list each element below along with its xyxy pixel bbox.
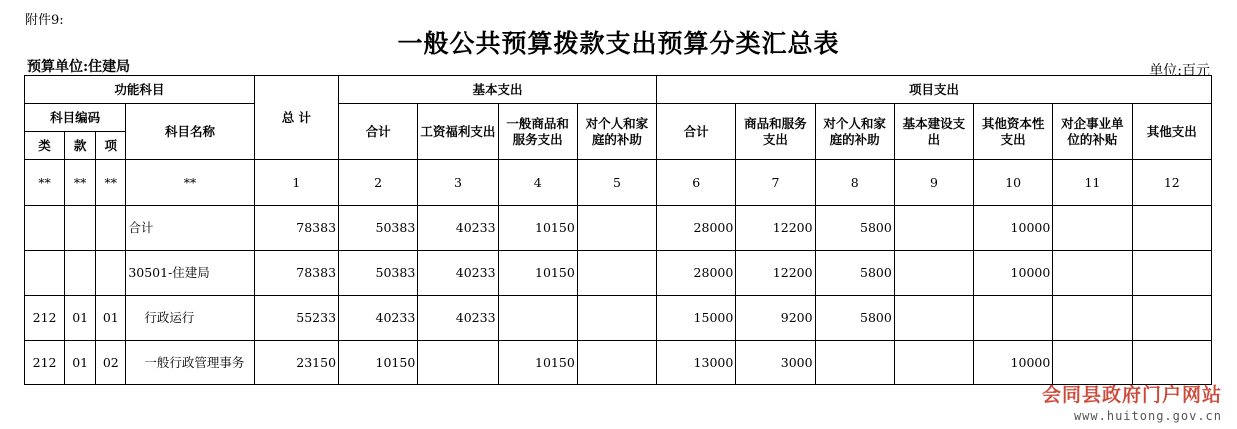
value-cell: 10000 bbox=[974, 341, 1053, 385]
index-cell: 7 bbox=[736, 160, 815, 206]
value-cell bbox=[1053, 296, 1132, 341]
value-cell bbox=[894, 206, 973, 251]
value-cell: 12200 bbox=[736, 206, 815, 251]
value-cell bbox=[498, 296, 577, 341]
kuan-cell: 01 bbox=[65, 296, 96, 341]
basic-wage-header: 工资福利支出 bbox=[418, 104, 498, 160]
value-cell: 10150 bbox=[498, 206, 577, 251]
subject-name-cell: 行政运行 bbox=[126, 296, 254, 341]
site-watermark bbox=[1042, 380, 1222, 423]
subject-code-header: 科目编码 bbox=[25, 104, 126, 132]
subject-name-cell: 合计 bbox=[126, 206, 254, 251]
value-cell: 5800 bbox=[815, 296, 894, 341]
index-cell: 8 bbox=[815, 160, 894, 206]
index-cell: 2 bbox=[339, 160, 418, 206]
value-cell bbox=[1132, 296, 1211, 341]
value-cell: 5800 bbox=[815, 251, 894, 296]
value-cell: 23150 bbox=[254, 341, 338, 385]
basic-goods-header: 一般商品和服务支出 bbox=[498, 104, 577, 160]
xiang-cell bbox=[96, 206, 126, 251]
subject-name-cell: 30501-住建局 bbox=[126, 251, 254, 296]
value-cell bbox=[577, 341, 656, 385]
kuan-cell: 01 bbox=[65, 341, 96, 385]
subject-name-cell: 一般行政管理事务 bbox=[126, 341, 254, 385]
value-cell: 12200 bbox=[736, 251, 815, 296]
kuan-header: 款 bbox=[65, 132, 96, 160]
index-cell: 1 bbox=[254, 160, 338, 206]
project-capital-header: 其他资本性支出 bbox=[974, 104, 1053, 160]
attachment-label: 附件9: bbox=[25, 13, 64, 28]
budget-table bbox=[24, 75, 1212, 385]
lei-cell: 212 bbox=[25, 296, 65, 341]
value-cell: 40233 bbox=[418, 296, 498, 341]
project-other-header: 其他支出 bbox=[1132, 104, 1211, 160]
header-row-1 bbox=[25, 76, 1212, 104]
index-cell: ** bbox=[126, 160, 254, 206]
index-cell: ** bbox=[25, 160, 65, 206]
value-cell bbox=[1053, 341, 1132, 385]
watermark-url: www.huitong.gov.cn bbox=[1073, 409, 1222, 423]
value-cell: 10000 bbox=[974, 251, 1053, 296]
index-cell: ** bbox=[65, 160, 96, 206]
value-cell bbox=[1132, 206, 1211, 251]
value-cell: 78383 bbox=[254, 251, 338, 296]
function-subject-header: 功能科目 bbox=[25, 76, 255, 104]
table-row bbox=[25, 206, 1212, 251]
xiang-cell: 01 bbox=[96, 296, 126, 341]
index-cell: 9 bbox=[894, 160, 973, 206]
subject-name-header: 科目名称 bbox=[126, 104, 254, 160]
kuan-cell bbox=[65, 251, 96, 296]
basic-total-header: 合计 bbox=[339, 104, 418, 160]
index-row bbox=[25, 160, 1212, 206]
index-cell: 10 bbox=[974, 160, 1053, 206]
value-cell: 50383 bbox=[339, 251, 418, 296]
index-cell: 4 bbox=[498, 160, 577, 206]
project-enterprise-header: 对企事业单位的补贴 bbox=[1053, 104, 1132, 160]
value-cell: 40233 bbox=[418, 206, 498, 251]
value-cell: 40233 bbox=[418, 251, 498, 296]
lei-header: 类 bbox=[25, 132, 65, 160]
value-cell: 15000 bbox=[657, 296, 736, 341]
index-cell: 5 bbox=[577, 160, 656, 206]
budget-unit: 预算单位:住建局 bbox=[27, 59, 131, 75]
index-cell: 12 bbox=[1132, 160, 1211, 206]
value-cell bbox=[577, 296, 656, 341]
value-cell bbox=[1053, 251, 1132, 296]
xiang-header: 项 bbox=[96, 132, 126, 160]
value-cell: 10150 bbox=[498, 251, 577, 296]
project-expense-header: 项目支出 bbox=[657, 76, 1212, 104]
value-cell: 13000 bbox=[657, 341, 736, 385]
value-cell: 55233 bbox=[254, 296, 338, 341]
page-title: 一般公共预算拨款支出预算分类汇总表 bbox=[397, 29, 840, 58]
value-cell: 40233 bbox=[339, 296, 418, 341]
total-header: 总 计 bbox=[254, 76, 338, 160]
value-cell: 28000 bbox=[657, 206, 736, 251]
value-cell: 78383 bbox=[254, 206, 338, 251]
value-cell bbox=[894, 251, 973, 296]
xiang-cell: 02 bbox=[96, 341, 126, 385]
table-row bbox=[25, 251, 1212, 296]
value-cell bbox=[1132, 341, 1211, 385]
value-cell bbox=[577, 251, 656, 296]
value-cell bbox=[894, 296, 973, 341]
index-cell: 3 bbox=[418, 160, 498, 206]
value-cell bbox=[577, 206, 656, 251]
value-cell bbox=[974, 296, 1053, 341]
index-cell: ** bbox=[96, 160, 126, 206]
lei-cell bbox=[25, 206, 65, 251]
project-subsidy-header: 对个人和家庭的补助 bbox=[815, 104, 894, 160]
value-cell: 10000 bbox=[974, 206, 1053, 251]
table-row bbox=[25, 296, 1212, 341]
value-cell: 28000 bbox=[657, 251, 736, 296]
basic-expense-header: 基本支出 bbox=[339, 76, 657, 104]
value-cell: 50383 bbox=[339, 206, 418, 251]
index-cell: 11 bbox=[1053, 160, 1132, 206]
value-cell: 5800 bbox=[815, 206, 894, 251]
xiang-cell bbox=[96, 251, 126, 296]
lei-cell: 212 bbox=[25, 341, 65, 385]
watermark-title: 会同县政府门户网站 bbox=[1041, 384, 1222, 406]
value-cell bbox=[1132, 251, 1211, 296]
project-goods-header: 商品和服务支出 bbox=[736, 104, 815, 160]
currency-unit: 单位:百元 bbox=[1149, 63, 1210, 79]
value-cell bbox=[815, 341, 894, 385]
lei-cell bbox=[25, 251, 65, 296]
index-cell: 6 bbox=[657, 160, 736, 206]
value-cell: 10150 bbox=[498, 341, 577, 385]
table-row bbox=[25, 341, 1212, 385]
value-cell bbox=[894, 341, 973, 385]
header-row-2 bbox=[25, 104, 1212, 132]
value-cell: 9200 bbox=[736, 296, 815, 341]
kuan-cell bbox=[65, 206, 96, 251]
value-cell bbox=[418, 341, 498, 385]
project-construction-header: 基本建设支出 bbox=[894, 104, 973, 160]
value-cell: 10150 bbox=[339, 341, 418, 385]
basic-subsidy-header: 对个人和家庭的补助 bbox=[577, 104, 656, 160]
project-total-header: 合计 bbox=[657, 104, 736, 160]
value-cell bbox=[1053, 206, 1132, 251]
value-cell: 3000 bbox=[736, 341, 815, 385]
